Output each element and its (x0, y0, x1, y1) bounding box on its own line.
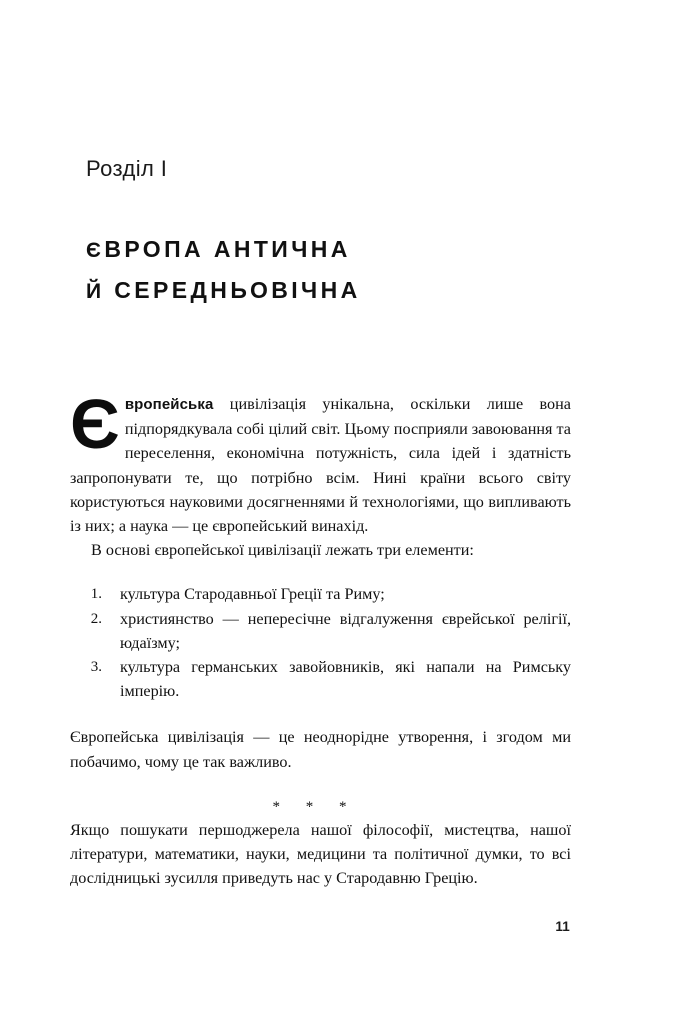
paragraph-opening (70, 385, 571, 538)
list-item (70, 607, 571, 655)
list-item-marker: 1. (90, 586, 102, 603)
chapter-title-line-1-initial: є (86, 231, 105, 265)
chapter-title (86, 228, 361, 310)
chapter-title-line-1 (86, 228, 361, 269)
asterism-separator: * * * (272, 798, 358, 815)
page-number: 11 (555, 919, 570, 934)
body-column (70, 385, 571, 890)
list-item (70, 655, 571, 703)
chapter-title-line-2 (86, 269, 361, 310)
list-item-text: культура Стародавньої Греції та Риму; (120, 585, 385, 604)
chapter-title-line-2-rest: СЕРЕДНЬОВІЧНА (104, 277, 361, 304)
chapter-title-line-1-rest: ВРОПА АНТИЧНА (104, 236, 351, 263)
elements-list (70, 582, 571, 703)
chapter-title-line-2-initial: й (86, 272, 105, 306)
paragraph-origins: Якщо пошукати першоджерела нашої філософії, мистецтва, нашої літератури, математики, науки, медицини та політичної думки, то всі дослідницькі зусилля приведуть нас у Стародавню Грецію. (70, 820, 571, 888)
paragraph-heterogeneous: Європейська цивілізація — це неоднорідне утворення, і згодом ми побачимо, чому це так важливо. (70, 728, 571, 771)
paragraph-opening-text: цивілізація унікальна, оскільки лише вона підпорядкувала собі цілий світ. Цьому посприяли завоювання та переселення, економічна потужність, сила ідей і здатність запропонувати те, що потрібно всім. Нині країни всього світу користуються науковими досягненнями й технологіями, що випливають із них; а наука — це європейський винахід. (70, 395, 571, 536)
list-item (70, 582, 571, 606)
list-item-text: християнство — непересічне відгалуження єврейської релігії, юдаїзму; (120, 609, 571, 652)
list-item-text: культура германських завойовників, які напали на Римську імперію. (120, 658, 571, 701)
chapter-label: Розділ I (86, 156, 168, 181)
drop-cap: Є (70, 385, 120, 463)
list-item-marker: 2. (90, 610, 102, 627)
list-item-marker: 3. (90, 659, 102, 676)
paragraph-three-elements: В основі європейської цивілізації лежать три елементи: (91, 541, 474, 560)
lead-bold-run: вропейська (124, 396, 214, 413)
